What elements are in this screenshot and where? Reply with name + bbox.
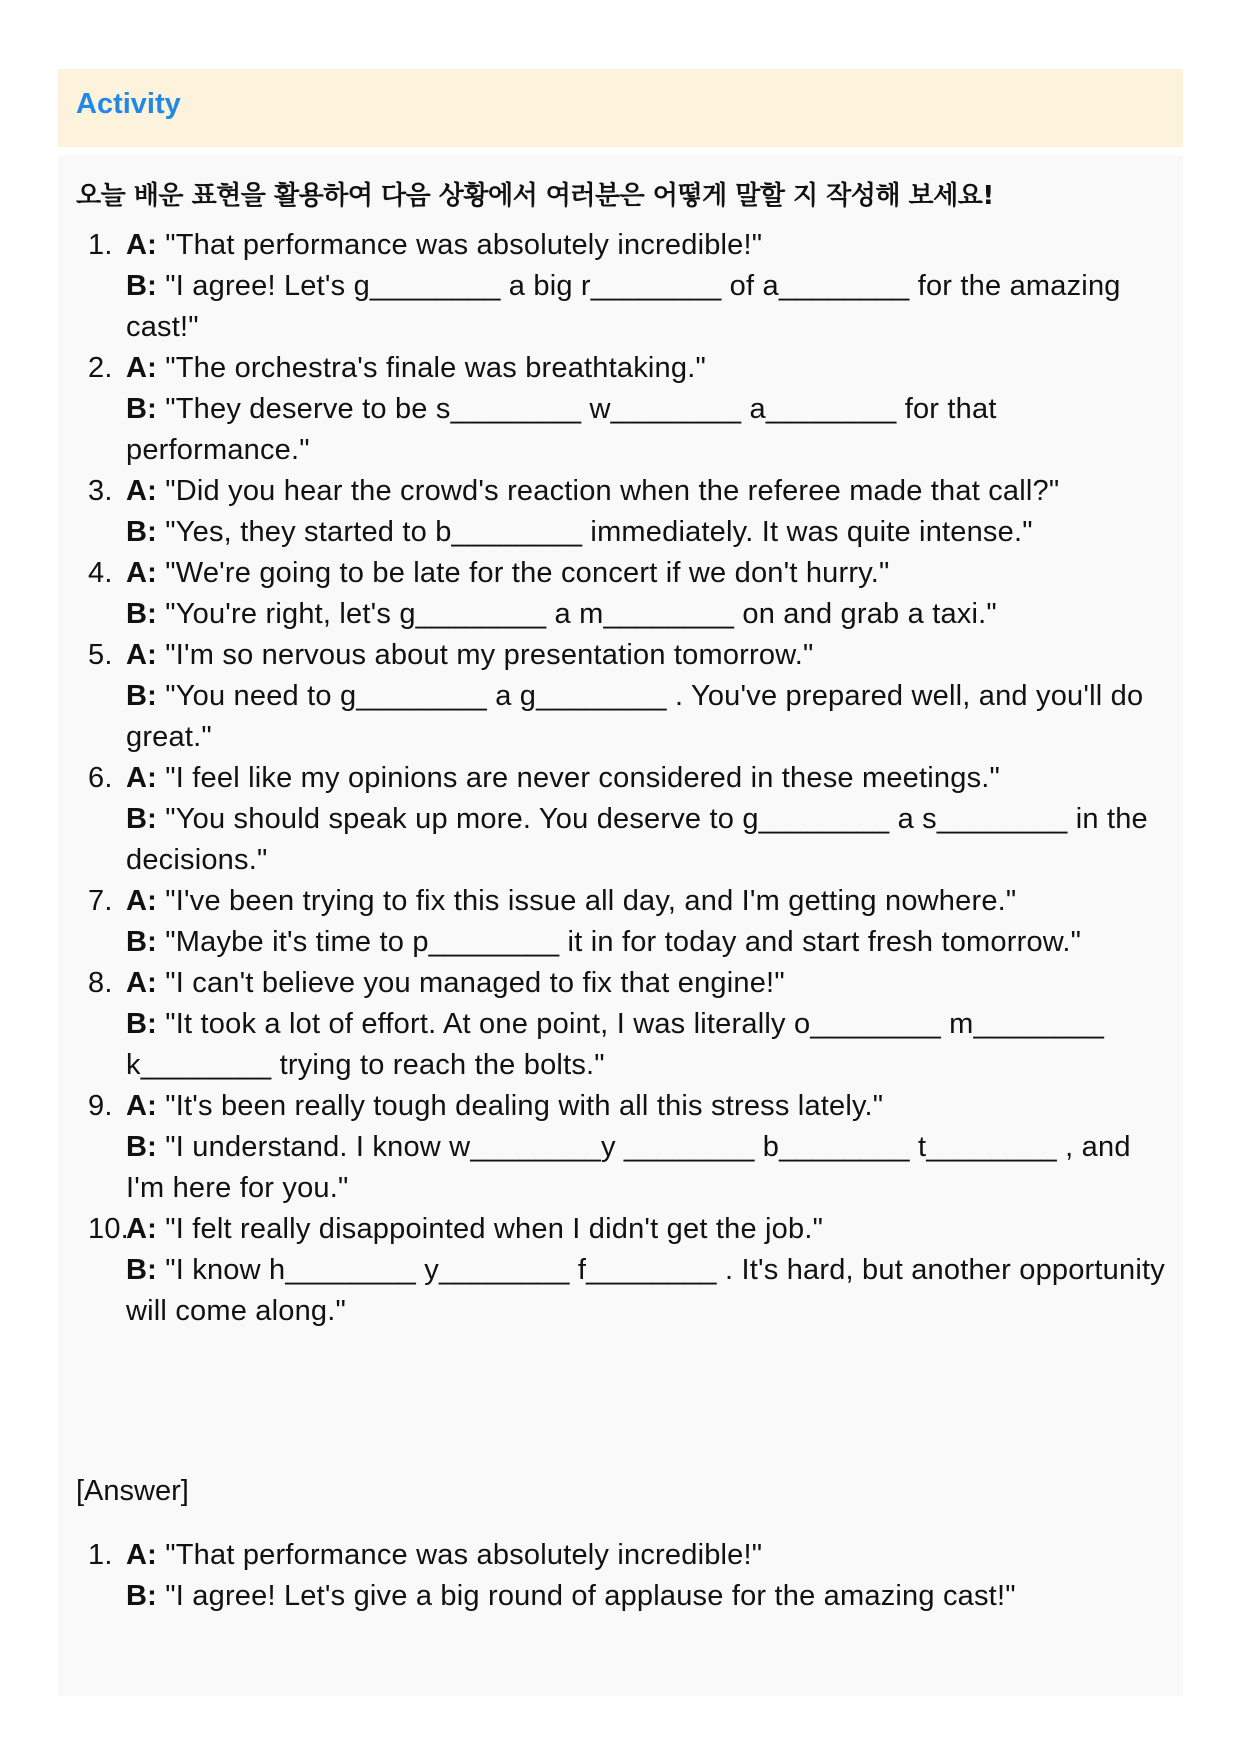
speaker-a-label: A: <box>126 885 158 917</box>
speaker-a-line <box>126 635 1168 676</box>
answer-number: 1. <box>88 1539 113 1571</box>
speaker-b-label: B: <box>126 393 158 425</box>
speaker-a-label: A: <box>126 1090 158 1122</box>
speaker-a-label: A: <box>126 1539 158 1571</box>
question-item <box>58 758 1168 881</box>
speaker-b-text: "I agree! Let's give a big round of applause for the amazing cast!" <box>157 1580 1016 1612</box>
speaker-a-line <box>126 1209 1168 1250</box>
speaker-a-label: A: <box>126 229 158 261</box>
speaker-a-text: "Did you hear the crowd's reaction when the referee made that call?" <box>157 475 1060 507</box>
answer-list <box>58 1535 1168 1617</box>
speaker-a-line <box>126 348 1168 389</box>
speaker-b-text: "You're right, let's g________ a m________ on and grab a taxi." <box>157 598 997 630</box>
question-number: 3. <box>88 475 113 507</box>
speaker-b-label: B: <box>126 598 158 630</box>
speaker-a-text: "That performance was absolutely incredible!" <box>157 1539 763 1571</box>
question-item <box>58 1209 1168 1332</box>
speaker-a-label: A: <box>126 557 158 589</box>
speaker-b-text: "You should speak up more. You deserve to g________ a s________ in the decisions." <box>126 803 1148 876</box>
speaker-a-text: "That performance was absolutely incredible!" <box>157 229 763 261</box>
speaker-b-line <box>126 389 1168 471</box>
speaker-a-text: "I'm so nervous about my presentation tomorrow." <box>157 639 814 671</box>
question-number: 6. <box>88 762 113 794</box>
speaker-a-label: A: <box>126 639 158 671</box>
activity-panel <box>58 155 1183 1696</box>
speaker-a-line <box>126 471 1168 512</box>
question-number: 8. <box>88 967 113 999</box>
question-item <box>58 348 1168 471</box>
speaker-b-line <box>126 922 1168 963</box>
question-number: 1. <box>88 229 113 261</box>
speaker-b-label: B: <box>126 926 158 958</box>
speaker-b-line <box>126 1004 1168 1086</box>
speaker-b-line <box>126 266 1168 348</box>
speaker-b-line <box>126 1127 1168 1209</box>
speaker-a-label: A: <box>126 967 158 999</box>
speaker-a-line <box>126 1086 1168 1127</box>
speaker-b-text: "You need to g________ a g________ . You've prepared well, and you'll do great." <box>126 680 1144 753</box>
speaker-a-text: "We're going to be late for the concert if we don't hurry." <box>157 557 890 589</box>
speaker-b-text: "Yes, they started to b________ immediately. It was quite intense." <box>157 516 1033 548</box>
answer-item <box>58 1535 1168 1617</box>
question-number: 5. <box>88 639 113 671</box>
question-item <box>58 471 1168 553</box>
speaker-b-label: B: <box>126 1254 158 1286</box>
speaker-b-line <box>126 512 1168 553</box>
activity-header <box>58 69 1183 147</box>
speaker-a-text: "The orchestra's finale was breathtaking." <box>157 352 706 384</box>
speaker-b-text: "Maybe it's time to p________ it in for today and start fresh tomorrow." <box>157 926 1082 958</box>
speaker-a-line <box>126 553 1168 594</box>
activity-title: Activity <box>76 88 181 120</box>
speaker-a-text: "I felt really disappointed when I didn't get the job." <box>157 1213 824 1245</box>
question-number: 2. <box>88 352 113 384</box>
speaker-b-line <box>126 676 1168 758</box>
speaker-a-line <box>126 1535 1168 1576</box>
speaker-a-text: "I feel like my opinions are never considered in these meetings." <box>157 762 1001 794</box>
speaker-a-line <box>126 758 1168 799</box>
speaker-a-label: A: <box>126 352 158 384</box>
question-number: 10. <box>88 1213 129 1245</box>
question-item <box>58 963 1168 1086</box>
speaker-b-text: "I agree! Let's g________ a big r________ of a________ for the amazing cast!" <box>126 270 1121 343</box>
speaker-b-label: B: <box>126 1008 158 1040</box>
speaker-a-text: "It's been really tough dealing with all this stress lately." <box>157 1090 884 1122</box>
speaker-b-label: B: <box>126 1580 158 1612</box>
question-list <box>58 225 1168 1332</box>
question-item <box>58 1086 1168 1209</box>
instruction-text: 오늘 배운 표현을 활용하여 다음 상황에서 여러분은 어떻게 말할 지 작성해 보세요! <box>76 181 994 211</box>
speaker-b-label: B: <box>126 516 158 548</box>
speaker-b-label: B: <box>126 1131 158 1163</box>
speaker-a-text: "I can't believe you managed to fix that engine!" <box>157 967 785 999</box>
speaker-a-line <box>126 963 1168 1004</box>
question-item <box>58 553 1168 635</box>
speaker-a-label: A: <box>126 762 158 794</box>
speaker-b-text: "It took a lot of effort. At one point, I was literally o________ m________ k________ trying to reach the bolts." <box>126 1008 1105 1081</box>
speaker-a-label: A: <box>126 1213 158 1245</box>
question-item <box>58 881 1168 963</box>
speaker-b-line <box>126 594 1168 635</box>
speaker-b-line <box>126 799 1168 881</box>
question-item <box>58 225 1168 348</box>
speaker-b-label: B: <box>126 270 158 302</box>
speaker-b-label: B: <box>126 803 158 835</box>
speaker-a-line <box>126 225 1168 266</box>
speaker-a-label: A: <box>126 475 158 507</box>
question-item <box>58 635 1168 758</box>
speaker-b-line <box>126 1576 1168 1617</box>
question-number: 9. <box>88 1090 113 1122</box>
speaker-b-label: B: <box>126 680 158 712</box>
speaker-b-line <box>126 1250 1168 1332</box>
question-number: 4. <box>88 557 113 589</box>
question-number: 7. <box>88 885 113 917</box>
speaker-a-line <box>126 881 1168 922</box>
speaker-a-text: "I've been trying to fix this issue all day, and I'm getting nowhere." <box>157 885 1017 917</box>
speaker-b-text: "I understand. I know w________y ________ b________ t________ , and I'm here for you." <box>126 1131 1131 1204</box>
answer-heading: [Answer] <box>76 1475 189 1507</box>
speaker-b-text: "I know h________ y________ f________ . It's hard, but another opportunity will come along." <box>126 1254 1165 1327</box>
speaker-b-text: "They deserve to be s________ w________ a________ for that performance." <box>126 393 997 466</box>
